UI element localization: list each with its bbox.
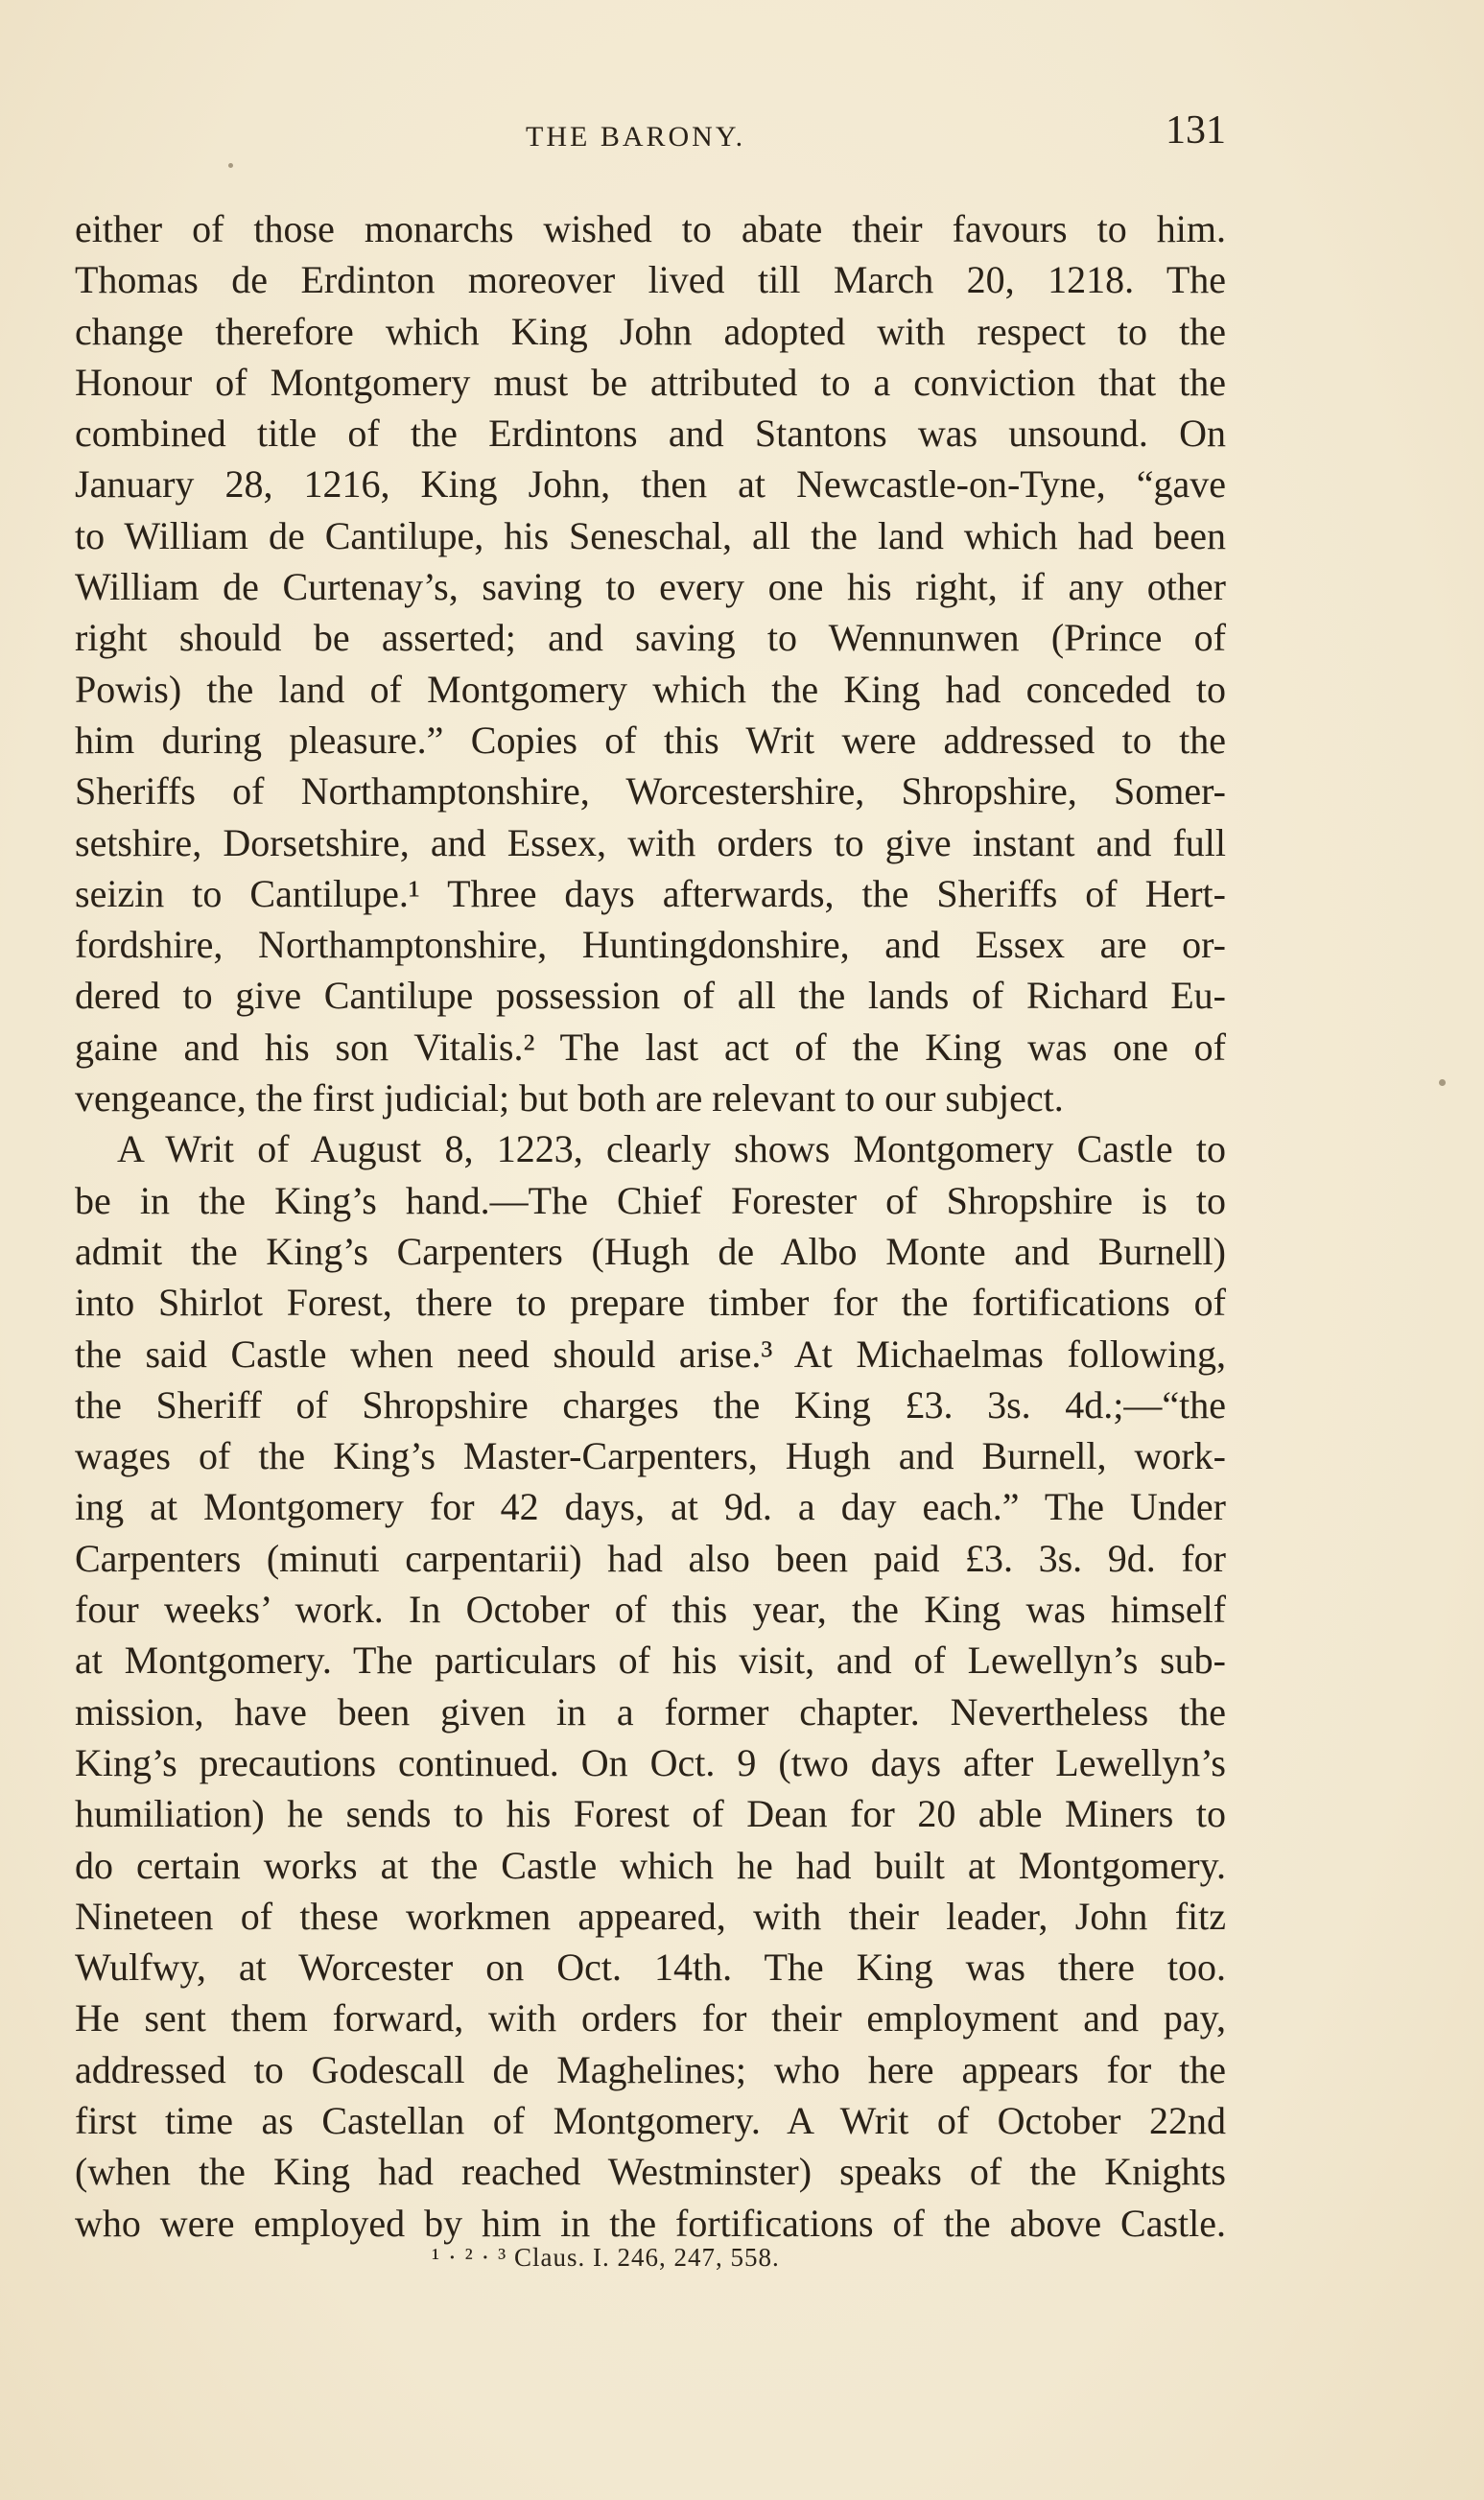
running-title: THE BARONY. xyxy=(526,121,746,153)
text-line: dered to give Cantilupe possession of all the lands of Richard Eu- xyxy=(75,974,1226,1018)
text-line: vengeance, the first judicial; but both are relevant to our subject. xyxy=(75,1076,1064,1120)
text-line: at Montgomery. The particulars of his visit, and of Lewellyn’s sub- xyxy=(75,1639,1226,1683)
paper-speck xyxy=(1439,1079,1446,1086)
text-line: the said Castle when need should arise.³ At Michaelmas following, xyxy=(75,1332,1226,1376)
text-line: either of those monarchs wished to abate their favours to him. xyxy=(75,207,1226,250)
text-line: do certain works at the Castle which he had built at Montgomery. xyxy=(75,1843,1226,1887)
text-line: A Writ of August 8, 1223, clearly shows Montgomery Castle to xyxy=(117,1127,1226,1171)
page-header xyxy=(75,107,1226,165)
text-line: wages of the King’s Master-Carpenters, Hugh and Burnell, work- xyxy=(75,1434,1226,1478)
text-line: Carpenters (minuti carpentarii) had also been paid £3. 3s. 9d. for xyxy=(75,1536,1226,1580)
text-line: January 28, 1216, King John, then at Newcastle-on-Tyne, “gave xyxy=(75,462,1226,507)
text-line: him during pleasure.” Copies of this Writ were addressed to the xyxy=(75,718,1226,762)
text-line: Wulfwy, at Worcester on Oct. 14th. The King was there too. xyxy=(75,1946,1226,1990)
text-line: seizin to Cantilupe.¹ Three days afterwards, the Sheriffs of Hert- xyxy=(75,871,1226,915)
text-line: right should be asserted; and saving to Wennunwen (Prince of xyxy=(75,616,1226,660)
text-line: combined title of the Erdintons and Stantons was unsound. On xyxy=(75,412,1226,456)
text-line: ing at Montgomery for 42 days, at 9d. a day each.” The Under xyxy=(75,1485,1226,1529)
text-line: gaine and his son Vitalis.² The last act of the King was one of xyxy=(75,1025,1226,1069)
text-line: admit the King’s Carpenters (Hugh de Albo Monte and Burnell) xyxy=(75,1229,1226,1273)
text-line: setshire, Dorsetshire, and Essex, with orders to give instant and full xyxy=(75,820,1226,864)
text-line: to William de Cantilupe, his Seneschal, all the land which had been xyxy=(75,513,1226,557)
text-line: Sheriffs of Northamptonshire, Worcestershire, Shropshire, Somer- xyxy=(75,769,1226,814)
footnote: ¹ · ² · ³ Claus. I. 246, 247, 558. xyxy=(432,2243,780,2272)
text-line: mission, have been given in a former chapter. Nevertheless the xyxy=(75,1689,1226,1733)
text-line: humiliation) he sends to his Forest of Dean for 20 able Miners to xyxy=(75,1792,1226,1836)
text-line: William de Curtenay’s, saving to every one his right, if any other xyxy=(75,565,1226,609)
text-line: (when the King had reached Westminster) speaks of the Knights xyxy=(75,2150,1226,2194)
text-line: addressed to Godescall de Maghelines; who here appears for the xyxy=(75,2047,1226,2091)
text-line: fordshire, Northamptonshire, Huntingdonshire, and Essex are or- xyxy=(75,923,1226,967)
text-line: Thomas de Erdinton moreover lived till March 20, 1218. The xyxy=(75,258,1226,302)
text-line: first time as Castellan of Montgomery. A Writ of October 22nd xyxy=(75,2098,1226,2142)
body-text xyxy=(75,203,1226,2249)
text-line: be in the King’s hand.—The Chief Forester of Shropshire is to xyxy=(75,1178,1226,1222)
text-line: the Sheriff of Shropshire charges the King £3. 3s. 4d.;—“the xyxy=(75,1382,1226,1427)
text-line: four weeks’ work. In October of this year, the King was himself xyxy=(75,1588,1226,1632)
text-line: Nineteen of these workmen appeared, with their leader, John fitz xyxy=(75,1894,1226,1938)
text-line: Honour of Montgomery must be attributed to a conviction that the xyxy=(75,360,1226,404)
text-line: Powis) the land of Montgomery which the King had conceded to xyxy=(75,667,1226,711)
text-line: who were employed by him in the fortifications of the above Castle. xyxy=(75,2201,1226,2245)
text-line: King’s precautions continued. On Oct. 9 (two days after Lewellyn’s xyxy=(75,1740,1226,1784)
text-line: into Shirlot Forest, there to prepare timber for the fortifications of xyxy=(75,1281,1226,1325)
paper-speck xyxy=(228,163,233,168)
text-line: change therefore which King John adopted with respect to the xyxy=(75,309,1226,353)
page-number: 131 xyxy=(1166,108,1226,153)
text-line: He sent them forward, with orders for their employment and pay, xyxy=(75,1996,1226,2040)
